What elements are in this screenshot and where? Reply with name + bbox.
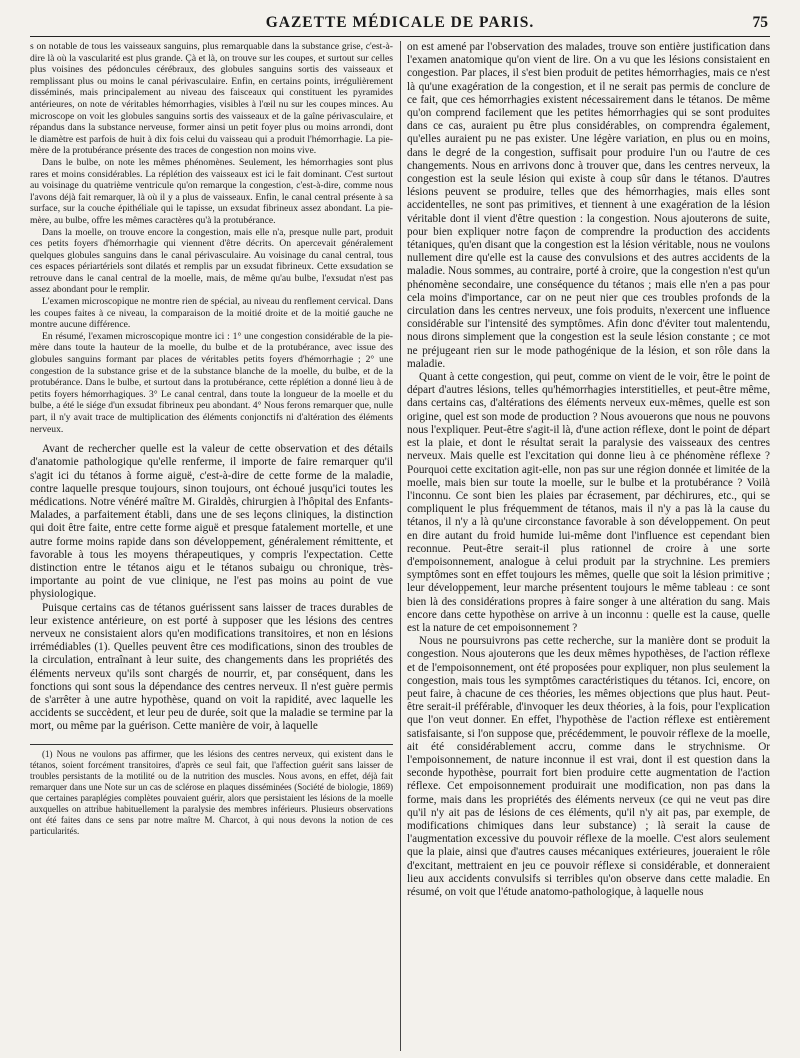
paragraph: L'examen microscopique ne montre rien de spécial, au niveau du renflement cervical. Dans les coupes faites à ce niveau, la comparaison de la moitié droite et de la moitié gauche ne montre aucune différence. (30, 296, 393, 331)
paragraph: Puisque certains cas de tétanos guérissent sans laisser de traces durables de leur existence antérieure, on est porté à supposer que les lésions des centres nerveux ne consistaient alors qu'en modifications transitoires, et non en lésions irrémédiables (1). Quelles peuvent être ces modifications, sinon des troubles de la circulation, entraînant à leur suite, des changements dans les propriétés des éléments nerveux qu'ils sont chargés de nourrir, et, par conséquent, dans les fonctions qui sont sous la dépendance des centres nerveux. Il n'est guère permis de s'arrêter à une autre hypothèse, quand on voit la rapidité, avec laquelle les accidents se succèdent, et leur peu de durée, soit que la maladie se termine par la mort, ou même par la guérison. Cette manière de voir, à laquelle (30, 601, 393, 733)
paragraph: En résumé, l'examen microscopique montre ici : 1° une congestion considérable de la pie-mère dans toute la hauteur de la moelle, du bulbe et de la protubérance, avec issue des globules sanguins formant par places de véritables petits foyers d'hémorrhagie ; 2° une congestion de la substance grise et de la substance blanche de la moelle, du bulbe, et de la protubérance. Dans le bulbe, et surtout dans la protubérance, cette réplétion a donné lieu à de petits foyers hémorrhagiques. 3° Le canal central, dans toute la longueur de la moelle et du bulbe, a été le siége d'un exsudat fibrineux peu abondant. 4° Nous ferons remarquer que, nulle part, il n'y avait trace de multiplication des éléments conjonctifs ni d'altération des éléments nerveux. (30, 330, 393, 435)
paragraph: Quant à cette congestion, qui peut, comme on vient de le voir, être le point de départ d'autres lésions, telles qu'hémorrhagies interstitielles, et peut-être même, dans certains cas, d'altérations des éléments nerveux eux-mêmes, quelle est son origine, quel est son mode de production ? Nous avouerons que nous ne pouvons nous l'expliquer. Peut-être s'agit-il là, d'une action réflexe, dont le point de départ est la plaie, et dont le résultat serait la paralysie des vaisseaux des centres nerveux. Mais quelle est l'excitation qui donne lieu à ce phénomène réflexe ? Pourquoi cette excitation agit-elle, non pas sur une région donnée et limitée de la moelle, mais bien sur toute la moelle, sur le bulbe et la protubérance ? Voilà l'inconnu. Ce sont bien les plaies par écrasement, par déchirures, etc., qui se compliquent le plus fréquemment de tétanos, mais il n'y a pas là la cause du tétanos, il n'y a là qu'une circonstance favorable à son développement. On peut en dire autant du froid humide lui-même dont l'influence est cependant bien reconnue. Peut-être serait-il plus rationnel de croire à une sorte d'empoisonnement, analogue à celui produit par la strychnine. Les premiers symptômes sont en effet toujours les mêmes, quelle que soit la lésion primitive ; leur développement, leur marche présentent toujours le même tableau : ce sont bien là des considérations propres à faire songer à une altération du sang. Mais encore dans cette hypothèse on arrive à un inconnu : quelle est la cause, quelle est la nature de cet empoisonnement ? (407, 371, 770, 634)
journal-title: GAZETTE MÉDICALE DE PARIS. (265, 14, 535, 31)
paragraph: Avant de rechercher quelle est la valeur de cette observation et des détails d'anatomie pathologique qu'elle renferme, il importe de faire remarquer qu'il s'agit ici du tétanos à forme aiguë, c'est-à-dire de cette forme de la maladie, contre laquelle presque toujours, sinon toujours, ont échoué jusqu'ici toutes les médications. Notre vénéré maître M. Giraldès, chirurgien à l'hôpital des Enfants-Malades, a parfaitement établi, dans une de ses leçons cliniques, la distinction qui doit être faite, entre cette forme aiguë et presque fatalement mortelle, et une autre forme moins rapide dans son développement, généralement rémittente, et favorable à tous les moyens thérapeutiques, y compris l'expectation. Cette distinction entre le tétanos aigu et le tétanos subaigu ou chronique, très-importante au point de vue clinique, ne l'est pas moins au point de vue physiologique. (30, 443, 393, 601)
paragraph: Dans le bulbe, on note les mêmes phénomènes. Seulement, les hémorrhagies sont plus rares et moins considérables. La réplétion des vaisseaux est ici le fait dominant. C'est surtout au voisinage du quatrième ventricule qu'on remarque la congestion, c'est-à-dire, comme nous l'avons déjà fait remarquer, là où il y a plus de vaisseaux. Enfin, le canal central présente à sa surface, sur la couche épithéliale qui le tapisse, un exsudat fibrineux assez abondant. La pie-mère, au bulbe, offre les mêmes caractères qu'à la protubérance. (30, 156, 393, 226)
footnotes (30, 744, 393, 837)
footnote: (1) Nous ne voulons pas affirmer, que les lésions des centres nerveux, qui existent dans le tétanos, soient forcément transitoires, d'après ce seul fait, que l'affection guérit sans laisser de troubles persistants de la motilité ou de la nutrition des muscles. Nous avons, en effet, déjà fait remarquer dans une Note sur un cas de sclérose en plaques disséminées (Société de biologie, 1869) que certaines paraplégies complètes pouvaient guérir, alors que persistaient les lésions de la moelle auxquelles on attribue habituellement la paralysie des membres inférieurs. Plusieurs observations ont été faites dans ce sens par notre maître M. Charcot, à qui nous devons la notion de ces particularités. (30, 748, 393, 836)
paragraph: Dans la moelle, on trouve encore la congestion, mais elle n'a, presque nulle part, produit ces petits foyers d'hémorrhagie qui viennent d'être décrits. On apercevait généralement quelques globules sanguins dans le canal périvasculaire. Au voisinage du canal central, tous ces espaces périartériels sont dilatés et remplis par un exsudat fibrineux. Cette exsudation se retrouve dans le canal central de la moelle, mais, de même qu'au bulbe, l'exsudat n'est pas assez abondant pour le remplir. (30, 226, 393, 296)
paragraph: Nous ne poursuivrons pas cette recherche, sur la manière dont se produit la congestion. Nous ajouterons que les deux mêmes hypothèses, de l'action réflexe et de l'empoisonnement, ont été proposées pour expliquer, non plus seulement la congestion, mais tous les symptômes caractéristiques du tétanos. Ici, encore, on peut faire, à chacune de ces théories, les mêmes objections que plus haut. Peut-être serait-il préférable, d'invoquer les deux théories, à la fois, pour l'explication que l'on veut donner. En effet, l'hypothèse de l'action réflexe est entièrement satisfaisante, si l'on suppose que, précédemment, le pouvoir réflexe de la moelle, ait été considérablement accru, comme dans le strychnisme. Or l'empoisonnement, de nature inconnue il est vrai, dont il est question dans la seconde hypothèse, pourrait fort bien produire cette augmentation de l'action réflexe. Cet empoisonnement produirait une modification, non pas dans la forme, mais dans les propriétés des éléments nerveux (ce qui ne veut pas dire qu'il n'y ait pas de lésions de ces éléments, qu'il n'y ait pas, par exemple, de modifications chimiques dans leur substance) ; là serait la cause de l'augmentation excessive du pouvoir réflexe de la moelle. C'est alors seulement que la plaie, ainsi que d'autres causes mécaniques extérieures, joueraient le rôle d'excitant, mettraient en jeu ce pouvoir réflexe si considérable, et donneraient lieu aux accidents convulsifs si terribles qu'on observe dans cette maladie. En résumé, on voit que l'étude anatomo-pathologique, à laquelle nous (407, 635, 770, 898)
column-divider (400, 41, 401, 1051)
right-column (407, 41, 770, 1051)
paragraph: s on notable de tous les vaisseaux sanguins, plus remarquable dans la substance grise, c'est-à-dire là où la vascularité est plus grande. Çà et là, on trouve sur les coupes, et surtout sur celles plus voisines des pédoncules cérébraux, des globules sanguins sortis des vaisseaux et remplissant plus ou moins le canal périvasculaire. Enfin, en certains points, irrégulièrement disséminés, mais principalement au niveau des faisceaux qui constituent les pyramides antérieures, on note de véritables hémorrhagies, visibles à l'œil nu sur les coupes minces. Au microscope on voit les globules sanguins sortis des vaisseaux et de la gaîne périvasculaire, et répandus dans la substance nerveuse, former ainsi un petit foyer plus ou moins arrondi, dont le diamètre est parfois de huit à dix fois celui du vaisseau qui a produit l'hémorrhagie. La pie-mère de la protubérance présente des traces de congestion non moins vive. (30, 41, 393, 157)
article-columns (30, 41, 770, 1051)
section-gap (30, 435, 393, 443)
page-number: 75 (752, 14, 768, 31)
left-column (30, 41, 393, 1051)
page-header (30, 10, 770, 37)
paragraph: on est amené par l'observation des malades, trouve son entière justification dans l'examen anatomique qu'on vient de lire. On a vu que les lésions consistaient en congestion. Par places, il s'est bien produit de petites hémorrhagies, mais ce n'est là qu'une exagération de la congestion, et il ne serait pas permis de conclure de ce fait, que ces hémorrhagies existent nécessairement dans le tétanos. De même qu'on comprend facilement que les petites hémorrhagies qui se sont produites dans ce cas, auraient pu être plus considérables, on comprendra également, qu'elles auraient pu ne pas exister. Une légère variation, en plus ou en moins, dans le degré de la congestion, suffisait pour produire l'un ou l'autre de ces changements. Nous en arrivons donc à trouver que, dans les centres nerveux, la congestion est la seule lésion qui existe à coup sûr dans le tétanos. D'autres lésions peuvent se produire, telles que des hémorrhagies, mais elles sont accidentelles, ne sont pas primitives, et tiennent à une exagération de la lésion véritable dont il vient d'être question : la congestion. Nous ajouterons de suite, pour bien expliquer notre façon de comprendre la production des accidents tétaniques, qu'en disant que la congestion est la lésion véritable, nous ne voulons nullement dire qu'elle est la cause des convulsions et des autres accidents de la maladie. Nous sommes, au contraire, porté à croire, que la congestion n'est qu'un phénomène secondaire, une conséquence du tétanos ; mais elle n'en a pas pour cela moins d'importance, car on ne peut nier que ces troubles profonds de la circulation dans les centres nerveux, une fois produits, n'exercent une influence considérable sur l'intensité des symptômes. Afin donc d'éviter tout malentendu, nous dirons simplement que la congestion est la seule lésion constante ; ce mot ne préjugeant rien sur le mode pathogénique de la lésion, et son rôle dans la maladie. (407, 41, 770, 370)
